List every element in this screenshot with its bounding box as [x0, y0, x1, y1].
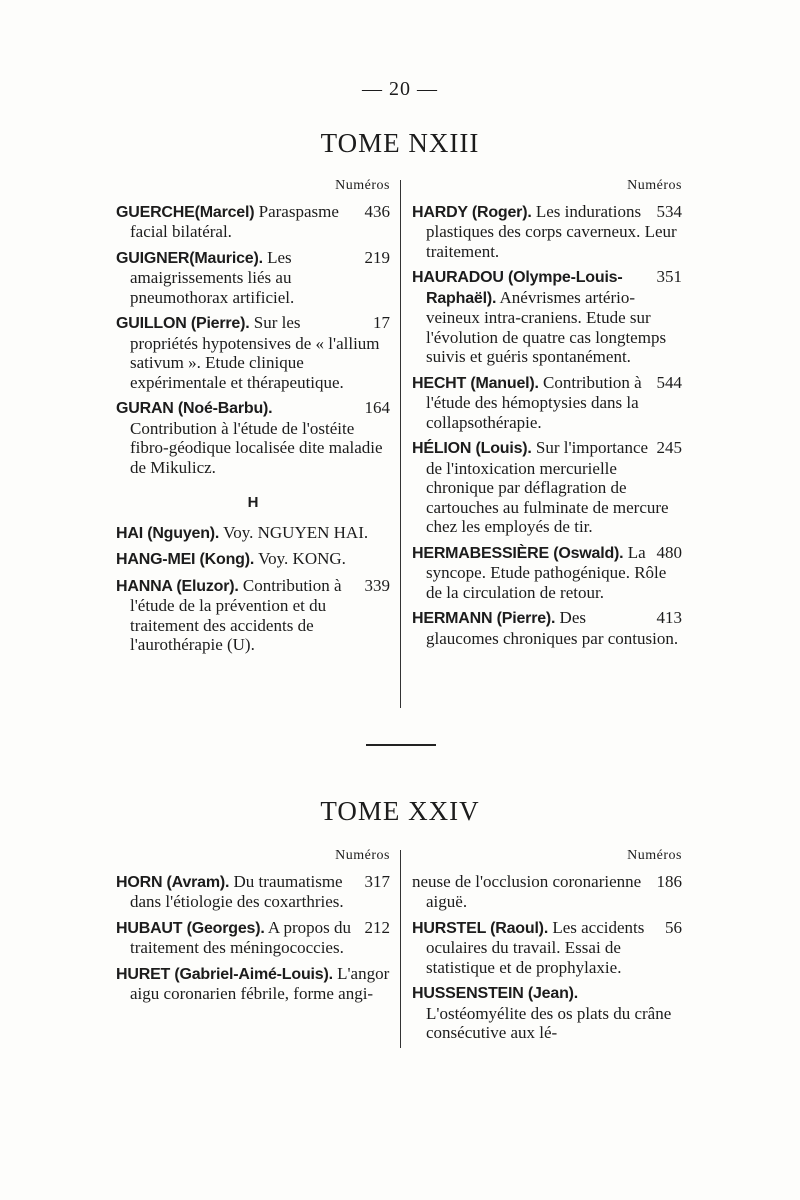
- entry-number: 317: [364, 871, 390, 891]
- index-entry: [116, 549, 390, 570]
- entry-title: Contribution à l'étude des hémoptysies dans la collapsothérapie.: [426, 372, 642, 432]
- entry-title: La syncope. Etude pathogénique. Rôle de la circulation de retour.: [426, 542, 667, 602]
- entry-author: HERMABESSIÈRE (Oswald).: [412, 544, 624, 562]
- entry-author: GUILLON (Pierre).: [116, 315, 250, 332]
- index-entry: [412, 202, 682, 262]
- entry-title: Les accidents oculaires du travail. Essai de statistique et de prophylaxie.: [426, 917, 645, 977]
- entry-title: Sur les propriétés hypotensives de « l'allium sativum ». Etude clinique expérimentale et thérapeutique.: [130, 313, 380, 392]
- entry-author: GURAN (Noé-Barbu).: [116, 400, 273, 417]
- entry-author: HECHT (Manuel).: [412, 374, 539, 392]
- index-entry: [116, 398, 390, 477]
- entry-title: A propos du traitement des méningococcies.: [130, 917, 352, 957]
- entry-number: 436: [364, 201, 390, 221]
- entry-author: HUBAUT (Georges).: [116, 919, 265, 937]
- entry-author: HARDY (Roger).: [412, 203, 532, 221]
- entry-author: GUERCHE(Marcel): [116, 203, 255, 221]
- index-entry: [116, 964, 390, 1004]
- entry-number: 245: [656, 438, 682, 457]
- entry-author: HURSTEL (Raoul).: [412, 919, 549, 937]
- left-column: [116, 176, 390, 661]
- numeros-header: Numéros: [335, 848, 390, 863]
- entry-author: HANG-MEI (Kong).: [116, 551, 255, 568]
- entry-number: 56: [665, 917, 682, 937]
- index-entry: [412, 872, 682, 912]
- entry-title: Contribution à l'étude de la prévention et du traitement des accidents de l'aurothérapie (U).: [130, 575, 342, 654]
- section-title: TOME XXIV: [320, 796, 480, 826]
- entry-number: 17: [373, 313, 390, 332]
- entry-title: Les indurations plastiques des corps caverneux. Leur traitement.: [426, 201, 677, 261]
- entry-author: HORN (Avram).: [116, 873, 230, 891]
- entry-title: Voy. KONG.: [258, 549, 346, 568]
- entry-author: HERMANN (Pierre).: [412, 610, 556, 627]
- entry-title: Voy. NGUYEN HAI.: [223, 522, 369, 542]
- entry-author: HUSSENSTEIN (Jean).: [412, 985, 579, 1002]
- entry-title: Sur l'importance de l'intoxication mercurielle chronique par déflagration de cartouches au fulminate de mercure chez les employés de tir.: [426, 438, 669, 536]
- entry-author: HÉLION (Louis).: [412, 440, 532, 457]
- entry-title: neuse de l'occlusion coronarienne aiguë.: [412, 871, 642, 911]
- entry-number: 480: [656, 542, 682, 562]
- entry-title: Anévrismes artério-veineux intra-craniens. Etude sur l'évolution de quatre cas longtemps suivis et guéris spontanément.: [426, 287, 667, 366]
- column-divider: [400, 850, 401, 1048]
- index-entry: [116, 248, 390, 308]
- entry-author: HAI (Nguyen).: [116, 524, 220, 542]
- section-title: TOME NXIII: [320, 128, 480, 158]
- index-entry: [412, 608, 682, 648]
- entry-number: 534: [656, 201, 682, 221]
- entry-number: 413: [656, 608, 682, 627]
- entry-author: HURET (Gabriel-Aimé-Louis).: [116, 965, 333, 983]
- entry-number: 164: [364, 398, 390, 417]
- entry-title: Du traumatisme dans l'étiologie des coxarthries.: [130, 871, 344, 911]
- entry-number: 339: [364, 575, 390, 595]
- entry-title: L'ostéomyélite des os plats du crâne consécutive aux lé-: [426, 1003, 672, 1042]
- entry-author: GUIGNER(Maurice).: [116, 249, 263, 267]
- entry-number: 219: [364, 247, 390, 267]
- index-entry: [412, 918, 682, 978]
- right-column: [412, 176, 682, 654]
- entry-author: HAURADOU (Olympe-Louis-Raphaël).: [412, 269, 623, 307]
- index-entry: [116, 202, 390, 242]
- entry-title: Des glaucomes chroniques par contusion.: [426, 608, 679, 648]
- index-entry: [412, 983, 682, 1043]
- index-entry: [116, 918, 390, 958]
- numeros-header: Numéros: [627, 848, 682, 863]
- right-column: [412, 846, 682, 1049]
- entry-title: L'angor aigu coronarien fébrile, forme angi-: [130, 963, 390, 1003]
- section-separator: [366, 744, 436, 746]
- entry-number: 212: [364, 917, 390, 937]
- left-column: [116, 846, 390, 1010]
- entry-number: 186: [656, 871, 682, 891]
- entry-number: 544: [656, 372, 682, 392]
- index-entry: [412, 438, 682, 537]
- index-entry: [116, 523, 390, 544]
- entry-title: Les amaigrissements liés au pneumothorax artificiel.: [130, 247, 295, 307]
- entry-title: Contribution à l'étude de l'ostéite fibro-géodique localisée dite maladie de Mikulicz.: [130, 418, 383, 477]
- index-entry: [116, 872, 390, 912]
- letter-heading: H: [247, 494, 259, 511]
- index-entry: [116, 313, 390, 392]
- index-entry: [412, 543, 682, 603]
- column-divider: [400, 180, 401, 708]
- index-entry: [412, 373, 682, 433]
- numeros-header: Numéros: [627, 178, 682, 193]
- page-number: — 20 —: [362, 78, 438, 100]
- index-entry: [116, 576, 390, 655]
- entry-title: Paraspasme facial bilatéral.: [130, 201, 339, 241]
- index-entry: [412, 267, 682, 367]
- numeros-header: Numéros: [335, 178, 390, 193]
- entry-author: HANNA (Eluzor).: [116, 577, 239, 595]
- entry-number: 351: [656, 267, 682, 286]
